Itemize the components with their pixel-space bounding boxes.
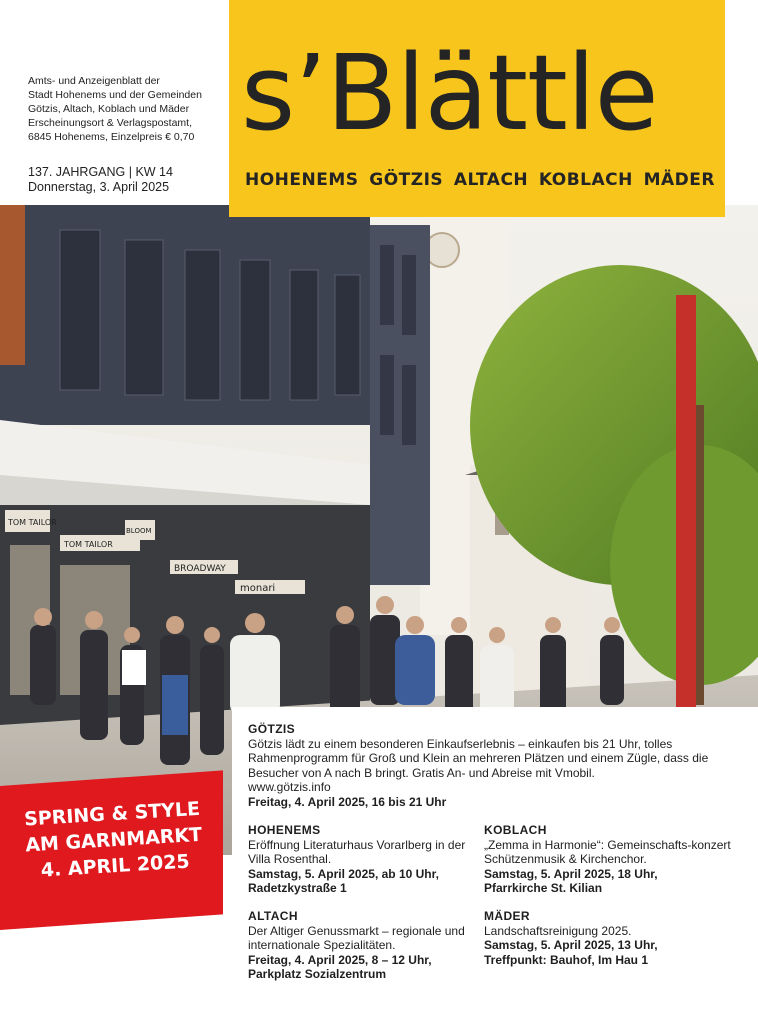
issue-volume: 137. JAHRGANG | KW 14 xyxy=(28,165,173,179)
event-when: Samstag, 5. April 2025, 13 Uhr, xyxy=(484,938,658,952)
event-when: Freitag, 4. April 2025, 8 – 12 Uhr, xyxy=(248,952,432,967)
event-where: Radetzkystraße 1 xyxy=(248,881,347,895)
event-text: Der Altiger Genussmarkt – regionale und internationale Spezialitäten. xyxy=(248,923,465,952)
masthead-line: Amts- und Anzeigenblatt der xyxy=(28,75,160,87)
event-place: GÖTZIS xyxy=(248,722,296,736)
masthead-line: 6845 Hohenems, Einzelpreis € 0,70 xyxy=(28,131,195,143)
banner-line: SPRING & STYLE xyxy=(23,797,201,831)
shop-sign: BROADWAY xyxy=(174,564,226,574)
event-where: Pfarrkirche St. Kilian xyxy=(484,881,603,895)
clock-face xyxy=(425,233,459,267)
logo-place: GÖTZIS xyxy=(369,170,444,190)
issue-date: Donnerstag, 3. April 2025 xyxy=(28,180,170,194)
event-place: MÄDER xyxy=(484,909,530,923)
event-text: Eröffnung Literaturhaus Vorarlberg in der Villa Rosenthal. xyxy=(248,837,466,866)
event-when: Freitag, 4. April 2025, 16 bis 21 Uhr xyxy=(248,794,447,809)
logo-place: KOBLACH xyxy=(538,170,633,190)
banner-line: AM GARNMARKT xyxy=(24,823,203,857)
event-where: Treffpunkt: Bauhof, Im Hau 1 xyxy=(484,952,649,967)
logo-box xyxy=(229,0,725,217)
masthead-info xyxy=(28,74,228,144)
event-where: Parkplatz Sozialzentrum xyxy=(248,967,387,981)
event-text: Götzis lädt zu einem besonderen Einkaufserlebnis – einkaufen bis 21 Uhr, tolles Rahmenprogramm für Groß und Klein an mehreren Plätzen und einem Zügle, dass die Besucher von A nach B bringt. Gratis An- und Abreise mit Vmobil. xyxy=(248,736,709,780)
logo-place: ALTACH xyxy=(453,170,529,190)
shop-sign: TOM TAILOR xyxy=(8,518,57,527)
event-koblach xyxy=(484,823,754,896)
event-text: „Zemma in Harmonie“: Gemeinschafts-konzert Schützenmusik & Kirchenchor. xyxy=(484,837,731,866)
banner-line: 4. APRIL 2025 xyxy=(40,850,191,882)
masthead-line: Götzis, Altach, Koblach und Mäder xyxy=(28,103,190,115)
issue-info xyxy=(28,165,228,195)
red-pole xyxy=(676,295,696,735)
logo-title: s’Blättle xyxy=(241,32,658,154)
shop-sign: monari xyxy=(240,583,276,594)
logo-place: HOHENEMS xyxy=(245,170,359,190)
event-place: HOHENEMS xyxy=(248,823,321,837)
event-when: Samstag, 5. April 2025, ab 10 Uhr, xyxy=(248,866,439,881)
masthead-line: Stadt Hohenems und der Gemeinden xyxy=(28,89,202,101)
event-when: Samstag, 5. April 2025, 18 Uhr, xyxy=(484,866,658,881)
event-text: Landschaftsreinigung 2025. xyxy=(484,923,632,938)
events-panel xyxy=(232,707,758,1024)
event-place: ALTACH xyxy=(248,909,298,923)
event-maeder xyxy=(484,909,754,967)
shop-sign: TOM TAILOR xyxy=(64,540,113,549)
logo-place: MÄDER xyxy=(643,170,715,190)
event-hohenems xyxy=(248,823,473,896)
event-altach xyxy=(248,909,473,982)
banner-text xyxy=(0,794,227,885)
event-goetzis xyxy=(248,722,748,809)
masthead-line: Erscheinungsort & Verlagspostamt, xyxy=(28,117,193,129)
shop-sign: BLOOM xyxy=(126,527,152,535)
logo-places xyxy=(245,170,715,190)
event-place: KOBLACH xyxy=(484,823,547,837)
event-link[interactable]: www.götzis.info xyxy=(248,780,331,794)
